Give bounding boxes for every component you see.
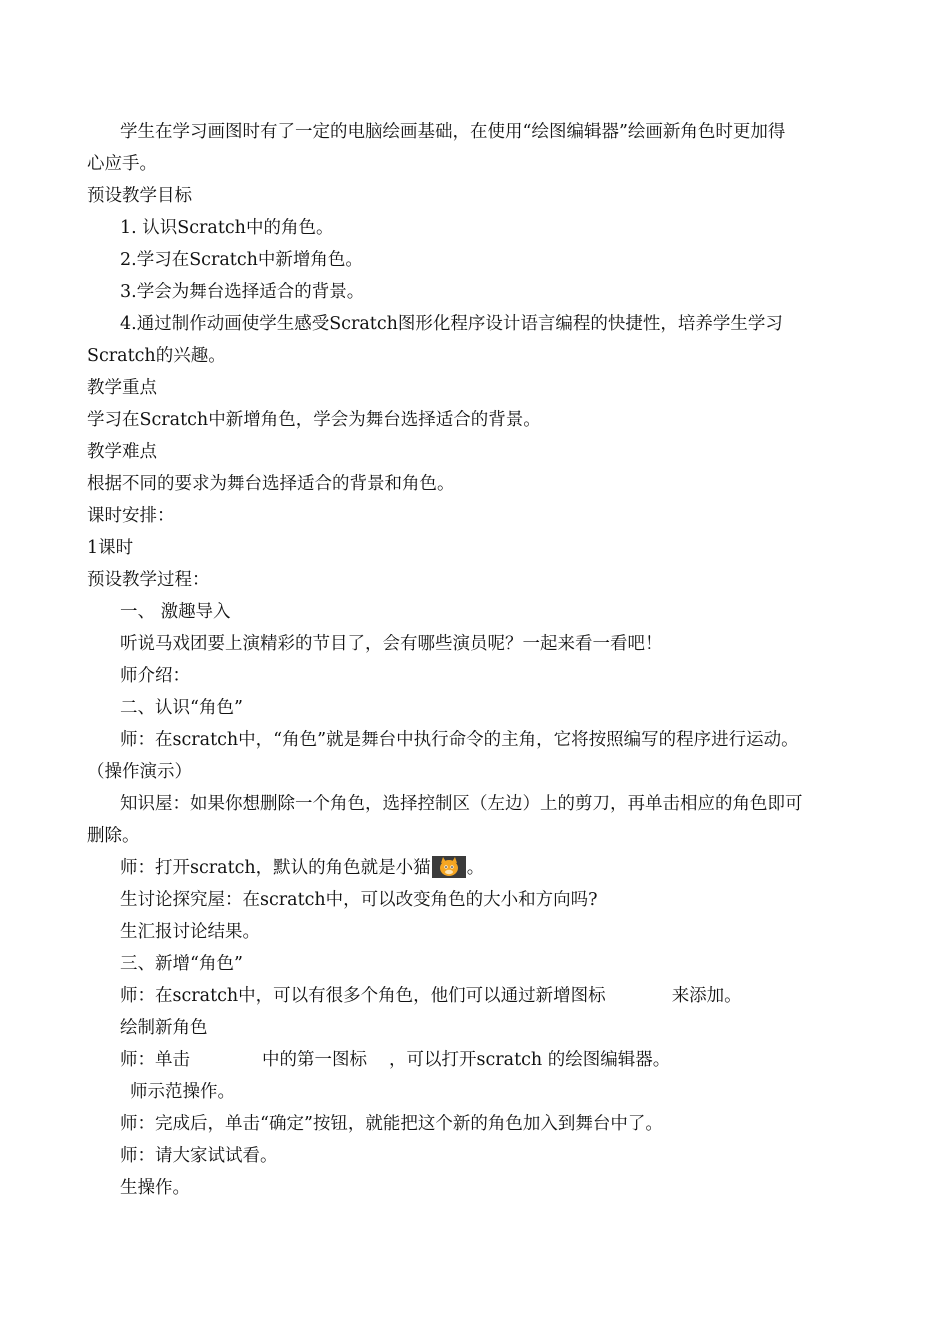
- paragraph: 师：在scratch中，“角色”就是舞台中执行命令的主角，它将按照编写的程序进行运动。: [120, 730, 799, 750]
- list-item: 3.学会为舞台选择适合的背景。: [120, 282, 365, 302]
- list-item: 2.学习在Scratch中新增角色。: [120, 250, 363, 270]
- paragraph: 学习在Scratch中新增角色，学会为舞台选择适合的背景。: [87, 410, 541, 430]
- section-heading: 预设教学过程：: [87, 570, 210, 590]
- step-heading: 三、新增“角色”: [120, 954, 243, 974]
- list-item: Scratch的兴趣。: [87, 346, 226, 366]
- paragraph: 1课时: [87, 538, 134, 558]
- paragraph-text: 师：打开scratch，默认的角色就是小猫: [120, 858, 431, 878]
- paragraph: [120, 852, 484, 884]
- list-item: 4.通过制作动画使学生感受Scratch图形化程序设计语言编程的快捷性，培养学生学习: [120, 314, 783, 334]
- section-heading: 教学难点: [87, 442, 157, 462]
- paragraph: 根据不同的要求为舞台选择适合的背景和角色。: [87, 474, 455, 494]
- paragraph: 师示范操作。: [130, 1082, 235, 1102]
- paragraph: 知识屋：如果你想删除一个角色，选择控制区（左边）上的剪刀，再单击相应的角色即可: [120, 794, 803, 814]
- paragraph: [120, 980, 742, 1012]
- step-heading: 一、 激趣导入: [120, 602, 231, 622]
- list-item: 1. 认识Scratch中的角色。: [120, 218, 334, 238]
- sub-heading: 绘制新角色: [120, 1018, 208, 1038]
- cat-icon: [432, 856, 466, 878]
- paragraph-text: 。: [466, 858, 485, 878]
- paragraph: 心应手。: [87, 154, 157, 174]
- paragraph: 学生在学习画图时有了一定的电脑绘画基础，在使用“绘图编辑器”绘画新角色时更加得: [120, 122, 786, 142]
- step-heading: 二、认识“角色”: [120, 698, 243, 718]
- paragraph: 生讨论探究屋：在scratch中，可以改变角色的大小和方向吗?: [120, 890, 598, 910]
- paragraph: 师：请大家试试看。: [120, 1146, 278, 1166]
- paragraph-text: 来添加。: [671, 986, 742, 1006]
- section-heading: 教学重点: [87, 378, 157, 398]
- cat-sprite-image: [432, 856, 466, 878]
- section-heading: 课时安排：: [87, 506, 175, 526]
- paragraph: [120, 1044, 670, 1076]
- paragraph: 生汇报讨论结果。: [120, 922, 260, 942]
- paragraph-text: ，可以打开scratch 的绘图编辑器。: [389, 1050, 671, 1070]
- paragraph: 删除。: [87, 826, 140, 846]
- paragraph: 生操作。: [120, 1178, 190, 1198]
- paragraph-text: 师：在scratch中，可以有很多个角色，他们可以通过新增图标: [120, 986, 606, 1006]
- paragraph-text: 中的第一图标: [262, 1050, 367, 1070]
- section-heading: 预设教学目标: [87, 186, 192, 206]
- paragraph: 师介绍：: [120, 666, 190, 686]
- paragraph: （操作演示）: [87, 762, 192, 782]
- paragraph-text: 师：单击: [120, 1050, 190, 1070]
- paragraph: 师：完成后，单击“确定”按钮，就能把这个新的角色加入到舞台中了。: [120, 1114, 663, 1134]
- paragraph: 听说马戏团要上演精彩的节目了，会有哪些演员呢？一起来看一看吧！: [120, 634, 663, 654]
